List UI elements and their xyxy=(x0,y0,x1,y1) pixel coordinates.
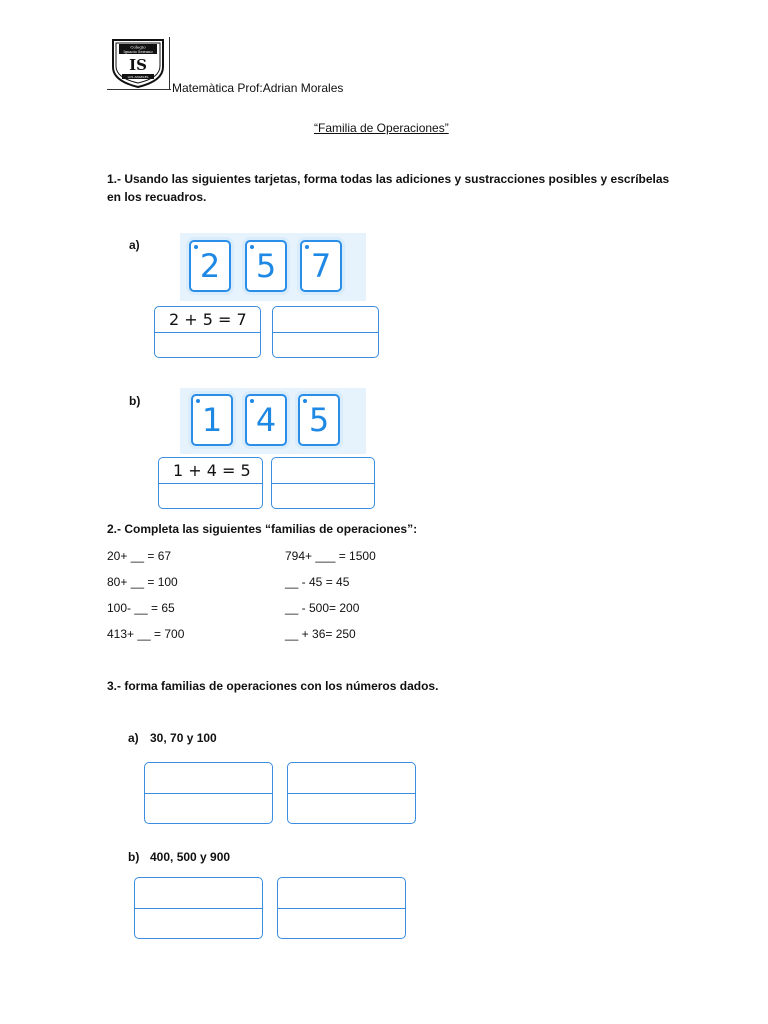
number-card: 4 xyxy=(245,394,287,446)
q1-b-answer-box-1[interactable] xyxy=(158,457,263,509)
q3-b-numbers: 400, 500 y 900 xyxy=(150,850,231,864)
number-card: 7 xyxy=(300,240,342,292)
number-card: 5 xyxy=(298,394,340,446)
q3-a-label: a) xyxy=(128,731,139,745)
svg-text:Ignacio Serrano: Ignacio Serrano xyxy=(123,50,153,54)
q3-a-answer-box-2[interactable] xyxy=(287,762,416,824)
school-logo xyxy=(107,37,170,89)
question-1-text: 1.- Usando las siguientes tarjetas, forma todas las adiciones y sustracciones posibles y escríbelas en los recuadros. xyxy=(107,172,670,204)
q1-b-answer-box-2[interactable] xyxy=(271,457,375,509)
question-3-text: 3.- forma familias de operaciones con los números dados. xyxy=(107,679,439,693)
svg-text:Colegio: Colegio xyxy=(130,44,146,50)
page-title: “Familia de Operaciones” xyxy=(314,121,449,135)
q1-a-answer-box-2[interactable] xyxy=(272,306,379,358)
q2-right-item[interactable]: __ + 36= 250 xyxy=(285,627,356,641)
q2-left-item[interactable]: 20+ __ = 67 xyxy=(107,549,172,563)
school-crest-icon xyxy=(107,37,169,89)
header-underline xyxy=(107,89,171,90)
q1-b-label: b) xyxy=(129,394,141,408)
number-card: 2 xyxy=(189,240,231,292)
q2-left-item[interactable]: 100- __ = 65 xyxy=(107,601,175,615)
example-operation: 2 + 5 = 7 xyxy=(169,310,247,329)
number-card: 1 xyxy=(191,394,233,446)
q2-left-item[interactable]: 413+ __ = 700 xyxy=(107,627,185,641)
q3-a-numbers: 30, 70 y 100 xyxy=(150,731,217,745)
subject-teacher: Matemàtica Prof:Adrian Morales xyxy=(172,81,344,95)
q1-a-answer-box-1[interactable] xyxy=(154,306,261,358)
svg-text:IS: IS xyxy=(129,56,147,74)
q1-a-label: a) xyxy=(129,238,140,252)
q3-b-answer-box-1[interactable] xyxy=(134,877,263,939)
number-card: 5 xyxy=(245,240,287,292)
svg-text:LOS ANGELES: LOS ANGELES xyxy=(127,75,149,79)
question-2-text: 2.- Completa las siguientes “familias de operaciones”: xyxy=(107,522,418,536)
q2-right-item[interactable]: __ - 500= 200 xyxy=(285,601,360,615)
q2-right-item[interactable]: 794+ ___ = 1500 xyxy=(285,549,376,563)
q2-left-item[interactable]: 80+ __ = 100 xyxy=(107,575,178,589)
q3-b-answer-box-2[interactable] xyxy=(277,877,406,939)
q3-a-answer-box-1[interactable] xyxy=(144,762,273,824)
q2-right-item[interactable]: __ - 45 = 45 xyxy=(285,575,350,589)
q3-b-label: b) xyxy=(128,850,140,864)
example-operation: 1 + 4 = 5 xyxy=(173,461,251,480)
